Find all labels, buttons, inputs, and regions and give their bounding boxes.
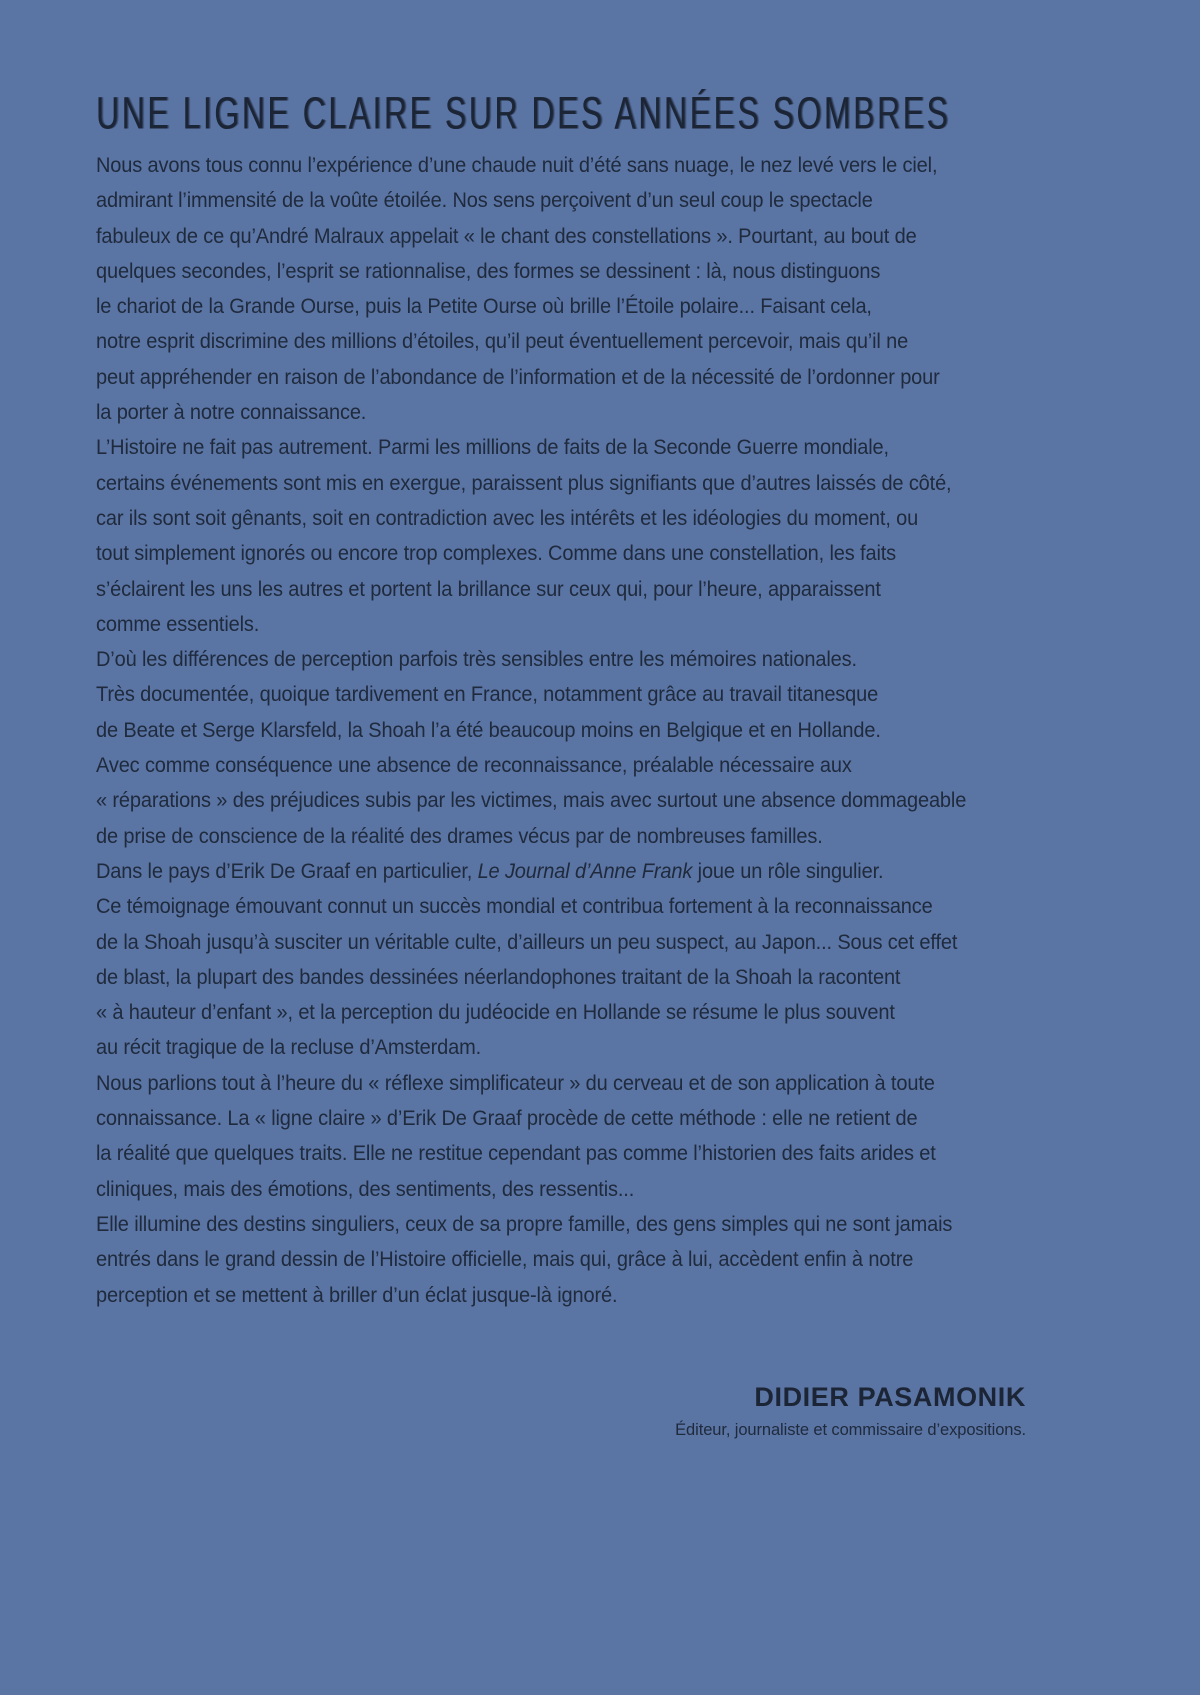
signature-name: DIDIER PASAMONIK [754,1382,1026,1412]
text-line: admirant l’immensité de la voûte étoilée. Nos sens perçoivent d’un seul coup le spectacle [96,188,873,213]
text-line: car ils sont soit gênants, soit en contradiction avec les intérêts et les idéologies du moment, ou [96,505,919,530]
text-line: quelques secondes, l’esprit se rationnalise, des formes se dessinent : là, nous distinguons [96,258,881,283]
text-line: Elle illumine des destins singuliers, ceux de sa propre famille, des gens simples qui ne sont jamais [96,1211,953,1236]
line-prefix: Dans le pays d’Erik De Graaf en particulier, [96,858,478,883]
text-line: « réparations » des préjudices subis par les victimes, mais avec surtout une absence dommageable [96,788,967,813]
text-line: de Beate et Serge Klarsfeld, la Shoah l’a été beaucoup moins en Belgique et en Hollande. [96,717,881,742]
text-line: perception et se mettent à briller d’un éclat jusque-là ignoré. [96,1282,618,1307]
text-line: « à hauteur d’enfant », et la perception du judéocide en Hollande se résume le plus souvent [96,1000,895,1025]
text-line: cliniques, mais des émotions, des sentiments, des ressentis... [96,1176,635,1201]
text-line: Avec comme conséquence une absence de reconnaissance, préalable nécessaire aux [96,753,852,778]
text-line: de prise de conscience de la réalité des drames vécus par de nombreuses familles. [96,823,823,848]
text-line: Nous avons tous connu l’expérience d’une chaude nuit d’été sans nuage, le nez levé vers le ciel, [96,153,938,177]
text-line: la réalité que quelques traits. Elle ne restitue cependant pas comme l’historien des faits arides et [96,1141,936,1166]
text-line: entrés dans le grand dessin de l’Histoire officielle, mais qui, grâce à lui, accèdent enfin à notre [96,1247,914,1272]
paragraph-5 [96,1066,1026,1207]
line-suffix: joue un rôle singulier. [692,858,884,883]
text-line: le chariot de la Grande Ourse, puis la Petite Ourse où brille l’Étoile polaire... Faisant cela, [96,294,872,319]
body-text [96,148,1026,1313]
page-title-wrapper [96,87,1026,148]
text-line: peut appréhender en raison de l’abondance de l’information et de la nécessité de l’ordonner pour [96,364,940,389]
text-line: Très documentée, quoique tardivement en France, notamment grâce au travail titanesque [96,682,879,707]
text-line: au récit tragique de la recluse d’Amsterdam. [96,1035,482,1060]
text-line: Nous parlions tout à l’heure du « réflexe simplificateur » du cerveau et de son application à toute [96,1070,935,1095]
book-title: Le Journal d’Anne Frank [477,858,693,883]
text-line: D’où les différences de perception parfois très sensibles entre les mémoires nationales. [96,647,857,672]
text-line: la porter à notre connaissance. [96,400,367,425]
text-line: s’éclairent les uns les autres et portent la brillance sur ceux qui, pour l’heure, apparaissent [96,576,881,601]
text-line: de blast, la plupart des bandes dessinées néerlandophones traitant de la Shoah la racontent [96,964,901,989]
text-line: connaissance. La « ligne claire » d’Erik De Graaf procède de cette méthode : elle ne retient de [96,1106,918,1131]
paragraph-4 [96,854,1026,1066]
signature-block [96,1382,1026,1441]
paragraph-6 [96,1207,1026,1313]
paragraph-2 [96,430,1026,642]
text-line: certains événements sont mis en exergue, paraissent plus signifiants que d’autres laissés de côté, [96,470,952,495]
text-line: notre esprit discrimine des millions d’étoiles, qu’il peut éventuellement percevoir, mais qu’il ne [96,329,909,354]
text-column [96,87,1026,1313]
page-title: UNE LIGNE CLAIRE SUR DES ANNÉES SOMBRES [96,87,951,139]
text-line: fabuleux de ce qu’André Malraux appelait « le chant des constellations ». Pourtant, au bout de [96,223,917,248]
paragraph-3 [96,642,1026,854]
text-line: Ce témoignage émouvant connut un succès mondial et contribua fortement à la reconnaissance [96,894,933,919]
text-line: de la Shoah jusqu’à susciter un véritable culte, d’ailleurs un peu suspect, au Japon... Sous cet effet [96,929,958,954]
paragraph-1 [96,148,1026,430]
signature-role: Éditeur, journaliste et commissaire d’expositions. [675,1421,1026,1440]
text-line: comme essentiels. [96,611,260,636]
text-line-with-book-title [96,854,1026,889]
text-line: L’Histoire ne fait pas autrement. Parmi les millions de faits de la Seconde Guerre mondiale, [96,435,889,460]
text-line: tout simplement ignorés ou encore trop complexes. Comme dans une constellation, les faits [96,541,897,566]
